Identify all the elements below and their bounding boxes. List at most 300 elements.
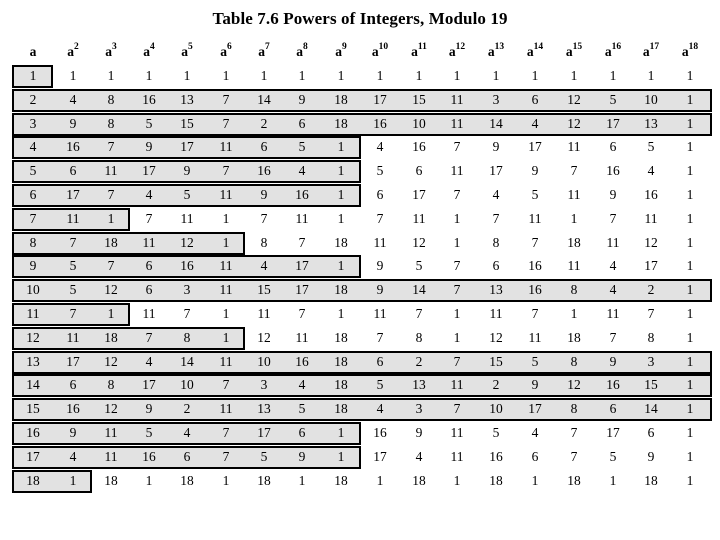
table-cell: 12 [644,234,658,250]
table-cell: 11 [450,91,464,107]
column-header-base: a [681,44,689,59]
table-cell: 11 [219,282,233,298]
table-cell: 11 [450,163,464,179]
table-cell: 5 [376,377,384,393]
table-cell: 1 [531,68,539,83]
column-header-base: a [448,44,456,59]
table-cell: 12 [104,353,118,369]
column-header [211,44,241,60]
table-cell: 1 [686,187,694,202]
table-cell: 14 [644,401,658,417]
row-base-cell: 2 [29,91,37,107]
table-cell: 2 [260,115,268,131]
table-cell: 17 [142,163,156,179]
table-cell: 17 [66,187,80,202]
table-cell: 8 [260,234,268,250]
table-cell: 9 [531,163,539,179]
table-cell: 15 [412,91,426,107]
table-cell: 5 [183,187,191,202]
table-cell: 15 [257,282,271,298]
table-cell: 12 [180,234,194,250]
column-header [58,44,88,60]
column-header-exponent: 4 [150,42,155,52]
table-cell: 16 [528,282,542,298]
table-cell: 8 [183,329,191,345]
column-header-base: a [335,44,342,59]
table-cell: 11 [528,210,542,226]
table-cell: 11 [219,401,233,417]
table-cell: 18 [334,115,348,131]
table-cell: 5 [69,258,77,274]
table-cell: 17 [295,258,309,274]
table-cell: 1 [183,68,191,83]
table-cell: 7 [531,306,539,321]
table-cell: 6 [647,425,655,440]
column-header [326,44,356,60]
table-cell: 4 [145,187,153,202]
table-cell: 11 [373,306,387,321]
table-cell: 9 [298,91,306,107]
table-cell: 17 [644,258,658,274]
table-cell: 15 [180,115,194,131]
table-cell: 1 [686,472,694,488]
table-cell: 15 [489,353,503,369]
table-cell: 7 [570,448,578,464]
table-cell: 18 [567,234,581,250]
table-cell: 14 [257,91,271,107]
table-cell: 13 [180,91,194,107]
table-cell: 9 [145,139,153,155]
table-cell: 18 [489,472,503,488]
table-cell: 11 [142,306,156,321]
table-cell: 1 [570,68,578,83]
table-cell: 1 [686,329,694,345]
table-cell: 7 [570,163,578,179]
table-cell: 7 [222,448,230,464]
table-cell: 7 [69,306,77,321]
table-cell: 12 [104,401,118,417]
table-cell: 12 [567,115,581,131]
row-base-cell: 14 [26,377,40,393]
column-header [636,44,666,60]
table-cell: 7 [453,187,461,202]
table-title: Table 7.6 Powers of Integers, Modulo 19 [212,9,508,28]
column-header-exponent: 8 [303,42,308,52]
table-cell: 1 [376,472,384,488]
table-cell: 11 [450,377,464,393]
table-cell: 6 [492,258,500,274]
table-cell: 11 [66,329,80,345]
table-cell: 1 [686,377,694,393]
table-cell: 11 [257,306,271,321]
table-cell: 11 [180,210,194,226]
table-cell: 8 [570,353,578,369]
column-header-base: a [411,44,418,59]
table-cell: 18 [644,472,658,488]
table-cell: 16 [142,448,156,464]
table-cell: 11 [219,353,233,369]
table-cell: 8 [570,401,578,417]
column-header-exponent: 12 [455,42,466,52]
table-cell: 1 [686,448,694,464]
table-cell: 1 [337,210,345,226]
column-header [520,44,550,60]
table-cell: 1 [570,210,578,226]
row-base-cell: 7 [29,210,37,226]
table-cell: 15 [644,377,658,393]
table-cell: 12 [104,282,118,298]
table-cell: 8 [570,282,578,298]
table-cell: 5 [415,258,423,274]
table-cell: 14 [180,353,194,369]
table-cell: 1 [145,472,153,488]
table-cell: 16 [66,139,80,155]
table-cell: 18 [334,234,348,250]
column-header [287,44,317,60]
table-cell: 7 [453,258,461,274]
table-cell: 18 [334,472,348,488]
table-cell: 5 [609,91,617,107]
table-cell: 9 [183,163,191,179]
table-cell: 1 [686,115,694,131]
table-cell: 6 [376,353,384,369]
table-cell: 1 [453,68,461,83]
table-cell: 6 [298,115,306,131]
table-cell: 1 [453,472,461,488]
table-cell: 1 [260,68,268,83]
table-cell: 9 [415,425,423,440]
table-cell: 18 [104,329,118,345]
table-cell: 8 [107,115,115,131]
table-cell: 11 [489,306,503,321]
column-header-exponent: 16 [611,42,622,52]
table-cell: 11 [450,425,464,440]
table-cell: 7 [453,139,461,155]
table-cell: 11 [412,210,426,226]
table-cell: 1 [453,234,461,250]
table-cell: 10 [412,115,426,131]
table-cell: 6 [609,401,617,417]
column-header-exponent: 18 [688,42,699,52]
table-cell: 14 [489,115,503,131]
row-base-cell: 16 [26,425,40,440]
column-header-base: a [604,44,612,59]
table-cell: 12 [257,329,271,345]
column-header-exponent: 7 [265,42,270,52]
table-cell: 4 [376,401,384,417]
table-cell: 17 [412,187,426,202]
row-base-cell: 6 [29,187,37,202]
table-cell: 5 [376,163,384,179]
table-cell: 11 [142,234,156,250]
table-cell: 17 [528,139,542,155]
table-cell: 4 [183,425,191,440]
table-cell: 17 [373,448,387,464]
table-cell: 3 [260,377,268,393]
column-header-exponent: 5 [188,42,193,52]
table-cell: 16 [295,187,309,202]
column-header [559,44,589,60]
table-cell: 13 [257,401,271,417]
table-cell: 4 [69,91,77,107]
table-cell: 4 [531,425,539,440]
table-cell: 4 [69,448,77,464]
column-header [18,44,48,60]
table-cell: 11 [104,163,118,179]
table-cell: 4 [492,187,500,202]
table-cell: 9 [298,448,306,464]
table-cell: 18 [334,377,348,393]
row-base-cell: 10 [26,282,40,298]
table-cell: 11 [295,329,309,345]
table-cell: 1 [337,187,345,202]
table-cell: 7 [260,210,268,226]
row-base-cell: 17 [26,448,40,464]
column-header-exponent: 3 [112,42,117,52]
table-cell: 1 [686,234,694,250]
table-cell: 1 [222,472,230,488]
table-cell: 5 [531,353,539,369]
table-cell: 11 [567,139,581,155]
column-header-base: a [105,44,112,59]
table-cell: 5 [492,425,500,440]
column-header-exponent: 11 [417,42,427,52]
table-cell: 4 [298,377,306,393]
row-base-cell: 4 [29,139,37,155]
table-cell: 7 [376,329,384,345]
column-header-base: a [29,44,37,59]
table-cell: 16 [373,425,387,440]
table-cell: 1 [453,306,461,321]
table-cell: 9 [492,139,500,155]
table-cell: 7 [222,377,230,393]
table-cell: 2 [415,353,423,369]
table-cell: 1 [69,472,77,488]
table-cell: 11 [104,425,118,440]
table-cell: 4 [298,163,306,179]
table-cell: 1 [686,91,694,107]
table-cell: 12 [567,377,581,393]
column-header-base: a [258,44,265,59]
table-cell: 12 [412,234,426,250]
table-cell: 9 [376,282,384,298]
table-cell: 8 [107,377,115,393]
column-header-exponent: 10 [378,42,389,52]
table-cell: 13 [644,115,658,131]
table-cell: 10 [180,377,194,393]
table-cell: 7 [415,306,423,321]
table-cell: 13 [489,282,503,298]
column-header [249,44,279,60]
table-cell: 11 [219,258,233,274]
table-cell: 18 [104,234,118,250]
table-cell: 17 [528,401,542,417]
table-cell: 1 [337,68,345,83]
table-cell: 11 [219,187,233,202]
table-cell: 1 [570,306,578,321]
table-cell: 5 [531,187,539,202]
table-cell: 17 [142,377,156,393]
table-cell: 11 [450,448,464,464]
table-cell: 7 [570,425,578,440]
table-cell: 3 [183,282,191,298]
table-cell: 11 [606,234,620,250]
table-cell: 1 [686,139,694,155]
table-cell: 1 [609,472,617,488]
table-cell: 6 [415,163,423,179]
table-cell: 1 [686,306,694,321]
table-cell: 1 [337,258,345,274]
table-cell: 7 [183,306,191,321]
table-cell: 4 [260,258,268,274]
table-cell: 7 [145,210,153,226]
table-cell: 17 [606,115,620,131]
table-cell: 9 [609,187,617,202]
table-cell: 9 [531,377,539,393]
table-cell: 9 [69,425,77,440]
column-header [96,44,126,60]
table-cell: 7 [107,187,115,202]
table-cell: 1 [337,306,345,321]
table-cell: 1 [376,68,384,83]
table-cell: 1 [337,425,345,440]
table-cell: 1 [107,68,115,83]
row-base-cell: 18 [26,472,40,488]
table-cell: 8 [647,329,655,345]
table-cell: 18 [334,401,348,417]
table-cell: 8 [107,91,115,107]
table-cell: 11 [104,448,118,464]
column-header [365,44,395,60]
table-cell: 18 [334,329,348,345]
column-header-base: a [642,44,650,59]
table-cell: 1 [686,401,694,417]
table-cell: 16 [295,353,309,369]
table-cell: 7 [647,306,655,321]
table-cell: 4 [647,163,655,179]
table-cell: 4 [376,139,384,155]
table-cell: 9 [260,187,268,202]
table-cell: 5 [260,448,268,464]
row-base-cell: 1 [29,68,37,83]
table-cell: 5 [298,139,306,155]
table-cell: 1 [337,163,345,179]
table-cell: 16 [180,258,194,274]
table-cell: 11 [528,329,542,345]
row-base-cell: 15 [26,401,40,417]
table-cell: 3 [415,401,423,417]
column-header [442,44,472,60]
table-cell: 7 [107,139,115,155]
table-cell: 1 [531,472,539,488]
table-cell: 18 [567,472,581,488]
table-cell: 6 [376,187,384,202]
table-cell: 11 [219,139,233,155]
table-cell: 4 [609,258,617,274]
table-cell: 1 [647,68,655,83]
column-header-base: a [220,44,227,59]
column-header-base: a [181,44,188,59]
table-cell: 16 [66,401,80,417]
column-header-exponent: 9 [342,42,347,52]
table-cell: 7 [107,258,115,274]
table-cell: 18 [567,329,581,345]
table-cell: 5 [145,425,153,440]
table-cell: 6 [183,448,191,464]
row-base-cell: 3 [29,115,37,131]
table-cell: 16 [489,448,503,464]
table-cell: 1 [453,329,461,345]
column-header-base: a [143,44,150,59]
table-cell: 16 [373,115,387,131]
table-cell: 17 [257,425,271,440]
table-cell: 1 [686,163,694,179]
table-cell: 3 [492,91,500,107]
row-base-cell: 9 [29,258,37,274]
table-cell: 11 [644,210,658,226]
table-cell: 7 [531,234,539,250]
table-cell: 2 [492,377,500,393]
table-cell: 7 [453,282,461,298]
table-cell: 7 [222,425,230,440]
table-cell: 4 [145,353,153,369]
table-cell: 16 [606,377,620,393]
table-cell: 7 [492,210,500,226]
table-cell: 6 [531,448,539,464]
column-header-exponent: 17 [649,42,660,52]
table-cell: 8 [415,329,423,345]
table-cell: 12 [489,329,503,345]
table-cell: 9 [69,115,77,131]
table-cell: 7 [376,210,384,226]
table-cell: 1 [337,139,345,155]
table-cell: 6 [145,258,153,274]
table-cell: 2 [647,282,655,298]
table-cell: 4 [531,115,539,131]
column-header-base: a [67,44,74,59]
table-cell: 11 [606,306,620,321]
table-cell: 11 [567,187,581,202]
table-cell: 1 [453,210,461,226]
table-cell: 16 [528,258,542,274]
table-cell: 7 [298,234,306,250]
table-cell: 3 [647,353,655,369]
table-cell: 10 [489,401,503,417]
row-base-cell: 5 [29,163,37,179]
table-cell: 18 [104,472,118,488]
row-base-cell: 12 [26,329,40,345]
column-header [172,44,202,60]
column-header-base: a [565,44,573,59]
table-cell: 6 [69,377,77,393]
table-cell: 7 [298,306,306,321]
table-cell: 1 [222,234,230,250]
table-cell: 1 [298,472,306,488]
table-cell: 10 [644,91,658,107]
table-cell: 16 [142,91,156,107]
column-header [481,44,511,60]
table-cell: 4 [415,448,423,464]
table-cell: 5 [298,401,306,417]
table-cell: 7 [69,234,77,250]
table-cell: 4 [609,282,617,298]
column-header-base: a [526,44,534,59]
table-cell: 1 [222,306,230,321]
table-cell: 17 [180,139,194,155]
table-cell: 1 [686,210,694,226]
table-cell: 11 [567,258,581,274]
table-cell: 7 [609,329,617,345]
